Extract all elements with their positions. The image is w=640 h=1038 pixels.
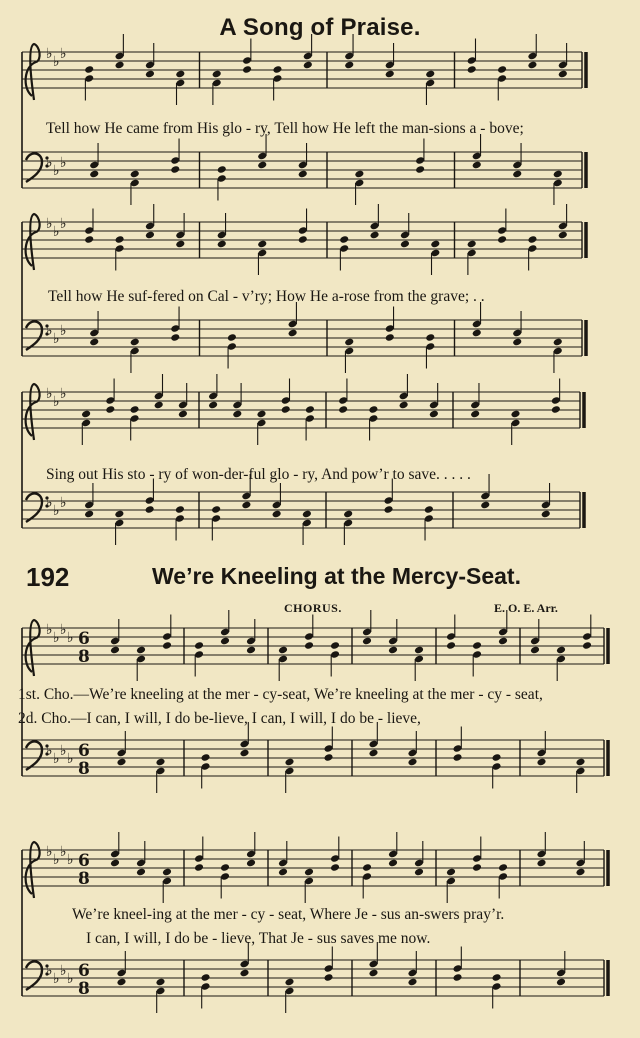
flat-icon: ♭ [53, 503, 60, 519]
note-head [175, 505, 185, 514]
note-head [527, 61, 537, 70]
note-head [284, 978, 294, 987]
note-head [430, 240, 440, 249]
note-head [558, 231, 568, 240]
note-head [452, 973, 462, 982]
note-head [362, 863, 372, 872]
note-head [145, 70, 155, 79]
flat-icon: ♭ [46, 323, 53, 339]
note-head [344, 338, 354, 347]
time-sig-numerator: 6 [78, 961, 90, 981]
flat-icon: ♭ [53, 394, 60, 410]
note-head [302, 510, 312, 519]
note-head [84, 510, 94, 519]
flat-icon: ♭ [60, 386, 67, 402]
note-head [323, 753, 333, 762]
note-head [246, 859, 256, 868]
flat-icon: ♭ [46, 622, 53, 638]
flat-icon: ♭ [60, 622, 67, 638]
note-head [512, 338, 522, 347]
flat-icon: ♭ [46, 216, 53, 232]
flat-icon: ♭ [53, 54, 60, 70]
flat-icon: ♭ [67, 630, 74, 646]
note-head [536, 758, 546, 767]
flat-icon: ♭ [60, 495, 67, 511]
time-sig-denominator: 8 [78, 869, 90, 889]
flat-icon: ♭ [46, 46, 53, 62]
note-head [232, 410, 242, 419]
note-head [472, 641, 482, 650]
note-head [154, 401, 164, 410]
lyric-line-1: Tell how He came from His glo - ry, Tell how He left the man-sions a - bove; [46, 120, 524, 137]
note-head [239, 749, 249, 758]
note-head [212, 70, 222, 79]
note-head [446, 641, 456, 650]
note-head [170, 333, 180, 342]
note-head [200, 753, 210, 762]
note-head [298, 235, 308, 244]
note-head [530, 646, 540, 655]
note-head [491, 973, 501, 982]
note-head [385, 70, 395, 79]
note-head [145, 505, 155, 514]
lyric-line-2: Tell how He suf-fered on Cal - v’ry; How He a-rose from the grave; . . [48, 288, 485, 305]
flat-icon: ♭ [60, 963, 67, 979]
flat-icon: ♭ [46, 386, 53, 402]
hymn-number: 192 [26, 562, 70, 592]
note-head [194, 641, 204, 650]
flat-icon: ♭ [46, 155, 53, 171]
note-head [368, 969, 378, 978]
note-head [89, 338, 99, 347]
flat-icon: ♭ [60, 216, 67, 232]
note-head [385, 333, 395, 342]
note-head [407, 758, 417, 767]
note-head [136, 646, 146, 655]
note-head [116, 758, 126, 767]
note-head [175, 70, 185, 79]
note-head [498, 863, 508, 872]
note-head [541, 510, 551, 519]
note-head [399, 401, 409, 410]
note-head [145, 231, 155, 240]
note-head [162, 868, 172, 877]
note-head [383, 505, 393, 514]
note-head [89, 170, 99, 179]
note-head [256, 410, 266, 419]
flat-icon: ♭ [53, 751, 60, 767]
note-head [497, 235, 507, 244]
note-head [558, 70, 568, 79]
note-head [388, 646, 398, 655]
note-head [211, 505, 221, 514]
note-head [257, 161, 267, 170]
note-head [354, 170, 364, 179]
note-head [388, 859, 398, 868]
note-head [415, 165, 425, 174]
note-head [527, 235, 537, 244]
chorus1-lyric-b: We’re kneel-ing at the mer - cy - seat, Where Je - sus an-swers pray’r. [72, 906, 505, 923]
note-head [155, 978, 165, 987]
note-head [272, 510, 282, 519]
note-head [227, 333, 237, 342]
note-head [339, 235, 349, 244]
flat-icon: ♭ [60, 323, 67, 339]
note-head [368, 405, 378, 414]
note-head [162, 641, 172, 650]
note-head [424, 505, 434, 514]
note-head [472, 161, 482, 170]
note-head [425, 333, 435, 342]
bass-clef-icon [26, 493, 42, 522]
note-head [241, 501, 251, 510]
flat-icon: ♭ [46, 963, 53, 979]
note-head [178, 410, 188, 419]
note-head [343, 510, 353, 519]
note-head [272, 65, 282, 74]
time-sig-denominator: 8 [78, 979, 90, 999]
flat-icon: ♭ [46, 743, 53, 759]
note-head [304, 868, 314, 877]
note-head [467, 65, 477, 74]
note-head [452, 753, 462, 762]
note-head [105, 405, 115, 414]
note-head [425, 70, 435, 79]
note-head [556, 646, 566, 655]
note-head [110, 859, 120, 868]
hymn-title-kneeling: We’re Kneeling at the Mercy-Seat. [152, 563, 521, 589]
note-head [510, 410, 520, 419]
note-head [129, 405, 139, 414]
note-head [368, 749, 378, 758]
note-head [512, 170, 522, 179]
note-head [414, 868, 424, 877]
note-head [575, 758, 585, 767]
note-head [344, 61, 354, 70]
arranger-credit: E. O. E. Arr. [494, 601, 558, 615]
chorus1-lyric-a: 1st. Cho.—We’re kneeling at the mer - cy-seat, We’re kneeling at the mer - cy - seat, [18, 686, 543, 703]
flat-icon: ♭ [67, 751, 74, 767]
flat-icon: ♭ [53, 852, 60, 868]
time-sig-numerator: 6 [78, 629, 90, 649]
note-head [200, 973, 210, 982]
lyric-line-3: Sing out His sto - ry of won-der-ful glo - ry, And pow’r to save. . . . . [46, 466, 471, 483]
note-head [257, 240, 267, 249]
note-head [330, 641, 340, 650]
flat-icon: ♭ [67, 971, 74, 987]
note-head [575, 868, 585, 877]
note-head [220, 863, 230, 872]
time-sig-numerator: 6 [78, 741, 90, 761]
note-head [330, 863, 340, 872]
note-head [536, 859, 546, 868]
note-head [429, 410, 439, 419]
note-head [284, 758, 294, 767]
note-head [116, 978, 126, 987]
flat-icon: ♭ [53, 163, 60, 179]
note-head [110, 646, 120, 655]
flat-icon: ♭ [60, 46, 67, 62]
note-head [400, 240, 410, 249]
note-head [556, 978, 566, 987]
note-head [130, 338, 140, 347]
note-head [303, 61, 313, 70]
time-sig-denominator: 8 [78, 759, 90, 779]
note-head [298, 170, 308, 179]
note-head [136, 868, 146, 877]
note-head [278, 646, 288, 655]
bass-clef-icon [26, 741, 42, 770]
flat-icon: ♭ [46, 495, 53, 511]
time-sig-numerator: 6 [78, 851, 90, 871]
note-head [304, 641, 314, 650]
note-head [114, 510, 124, 519]
bass-clef-icon [26, 321, 42, 350]
time-sig-denominator: 8 [78, 647, 90, 667]
note-head [281, 405, 291, 414]
note-head [217, 165, 227, 174]
flat-icon: ♭ [67, 852, 74, 868]
note-head [288, 329, 298, 338]
note-head [553, 338, 563, 347]
bass-clef-icon [26, 961, 42, 990]
note-head [246, 646, 256, 655]
bass-clef-icon [26, 153, 42, 182]
flat-icon: ♭ [53, 630, 60, 646]
note-head [553, 170, 563, 179]
hymn-title-song-of-praise: A Song of Praise. [219, 14, 421, 41]
note-head [414, 646, 424, 655]
flat-icon: ♭ [46, 844, 53, 860]
flat-icon: ♭ [53, 971, 60, 987]
note-head [582, 641, 592, 650]
note-head [467, 240, 477, 249]
flat-icon: ♭ [53, 224, 60, 240]
note-head [278, 868, 288, 877]
flat-icon: ♭ [53, 331, 60, 347]
note-head [323, 973, 333, 982]
note-head [498, 637, 508, 646]
note-head [491, 753, 501, 762]
note-head [446, 868, 456, 877]
chorus2-lyric-a: 2d. Cho.—I can, I will, I do be-lieve, I can, I will, I do be - lieve, [18, 710, 421, 727]
note-head [155, 758, 165, 767]
note-head [217, 240, 227, 249]
note-head [242, 65, 252, 74]
note-head [338, 405, 348, 414]
chorus-label: CHORUS. [284, 601, 342, 615]
note-head [551, 405, 561, 414]
note-head [220, 637, 230, 646]
note-head [472, 863, 482, 872]
note-head [115, 61, 125, 70]
note-head [470, 410, 480, 419]
flat-icon: ♭ [60, 743, 67, 759]
note-head [84, 65, 94, 74]
note-head [305, 405, 315, 414]
note-head [115, 235, 125, 244]
note-head [81, 410, 91, 419]
note-head [362, 637, 372, 646]
note-head [480, 501, 490, 510]
note-head [208, 401, 218, 410]
note-head [194, 863, 204, 872]
chorus2-lyric-b: I can, I will, I do be - lieve, That Je - sus saves me now. [86, 930, 431, 947]
note-head [370, 231, 380, 240]
note-head [175, 240, 185, 249]
note-head [84, 235, 94, 244]
note-head [239, 969, 249, 978]
note-head [130, 170, 140, 179]
note-head [170, 165, 180, 174]
flat-icon: ♭ [60, 844, 67, 860]
flat-icon: ♭ [60, 155, 67, 171]
note-head [472, 329, 482, 338]
note-head [497, 65, 507, 74]
note-head [407, 978, 417, 987]
